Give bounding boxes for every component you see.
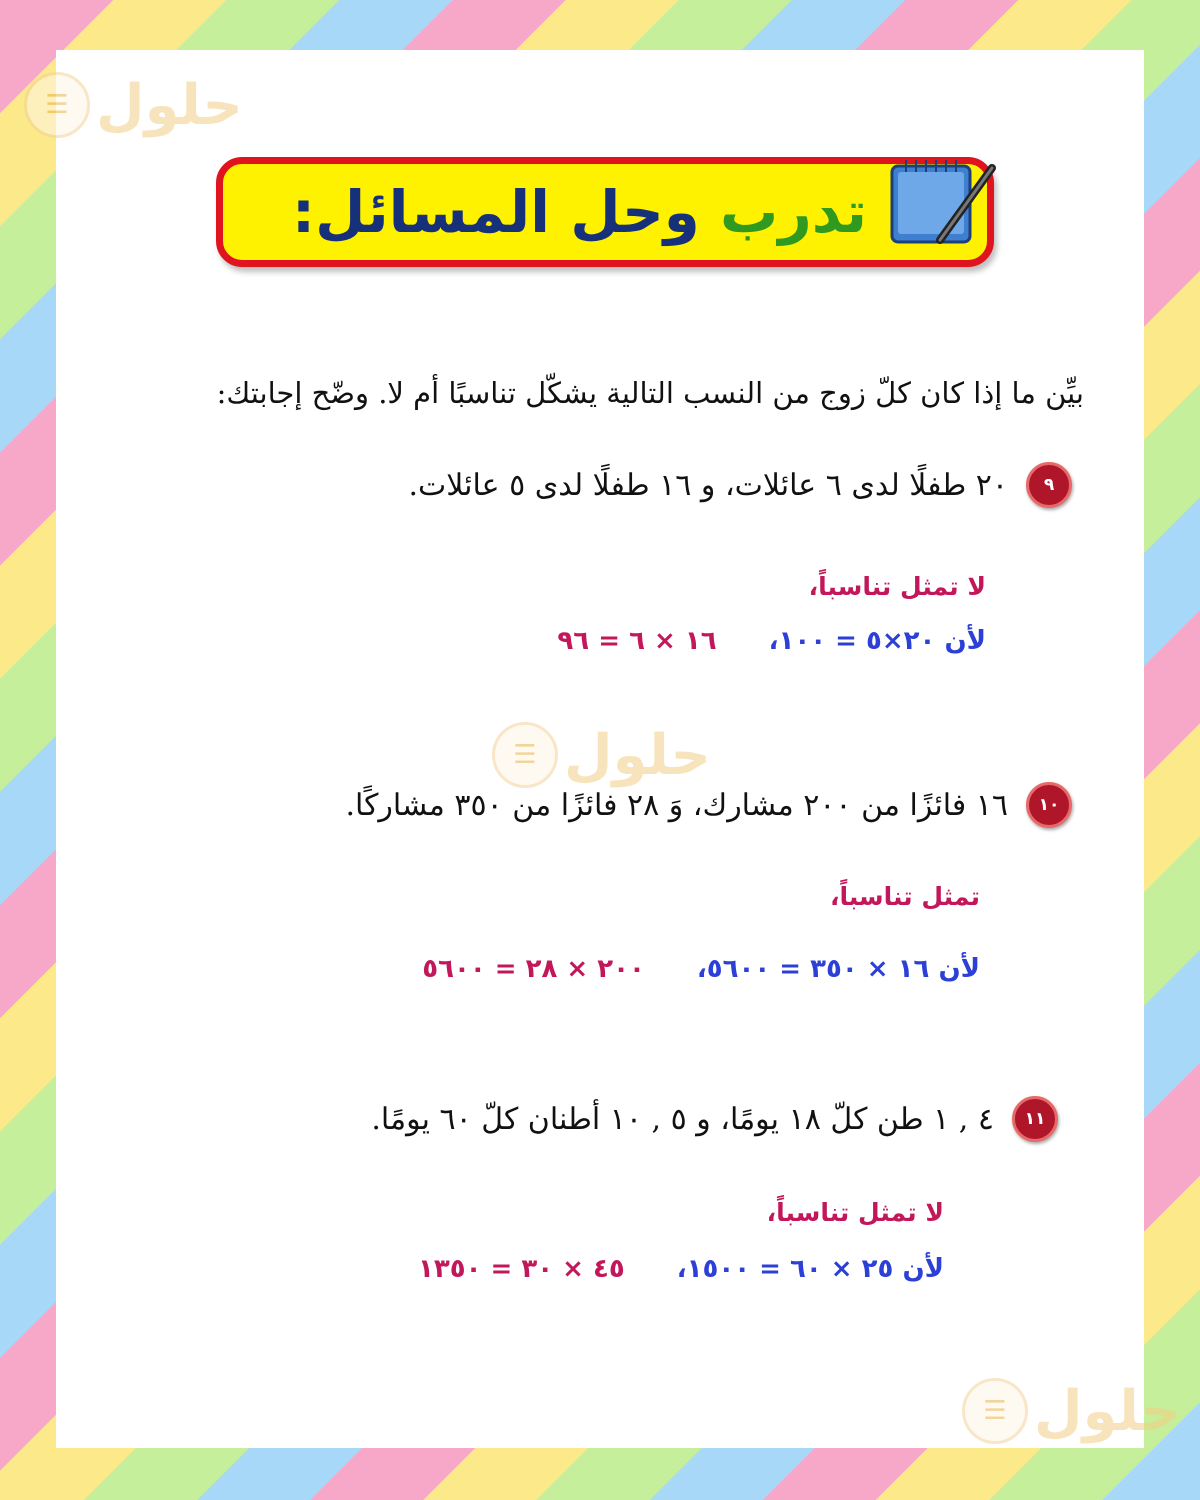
watermark-logo — [962, 1378, 1181, 1444]
notepad-pen-icon — [880, 150, 1000, 250]
answer-reason — [422, 954, 980, 984]
section-title — [292, 178, 867, 246]
answer-reason-part1: لأن ٢٥ × ٦٠ = ١٥٠٠، — [676, 1254, 944, 1284]
answer-reason-part1: لأن ٢٠×٥ = ١٠٠، — [768, 626, 986, 656]
exercise-text: ٢٠ طفلًا لدى ٦ عائلات، و ١٦ طفلًا لدى ٥ عائلات. — [408, 467, 1008, 503]
answer-verdict: لا تمثل تناسباً، — [808, 572, 986, 601]
watermark-text: حلول — [564, 722, 711, 788]
answer-reason-part2: ٤٥ × ٣٠ = ١٣٥٠ — [417, 1254, 625, 1284]
exercise-number-badge: ٩ — [1026, 462, 1072, 508]
section-title-highlight: تدرب — [720, 178, 867, 246]
book-icon: ☰ — [24, 72, 90, 138]
exercise-item — [345, 782, 1072, 828]
book-icon: ☰ — [492, 722, 558, 788]
watermark-text: حلول — [96, 72, 243, 138]
answer-verdict: لا تمثل تناسباً، — [766, 1198, 944, 1227]
answer-reason-part2: ٢٠٠ × ٢٨ = ٥٦٠٠ — [422, 954, 645, 984]
section-title-rest: وحل المسائل: — [291, 178, 700, 246]
watermark-logo — [492, 722, 711, 788]
exercise-number-badge: ١١ — [1012, 1096, 1058, 1142]
exercise-item — [371, 1096, 1058, 1142]
exercise-number-badge: ١٠ — [1026, 782, 1072, 828]
answer-reason-part1: لأن ١٦ × ٣٥٠ = ٥٦٠٠، — [696, 954, 980, 984]
answer-reason-part2: ١٦ × ٦ = ٩٦ — [557, 626, 717, 656]
section-header-banner — [216, 157, 994, 267]
answer-reason — [418, 1254, 944, 1284]
exercise-text: ١٦ فائزًا من ٢٠٠ مشارك، وَ ٢٨ فائزًا من ٣٥٠ مشاركًا. — [345, 787, 1008, 823]
exercise-text: ٤ , ١ طن كلّ ١٨ يومًا، و ٥ , ١٠ أطنان كلّ ٦٠ يومًا. — [371, 1101, 994, 1137]
watermark-text: حلول — [1034, 1378, 1181, 1444]
answer-reason — [557, 626, 986, 656]
book-icon: ☰ — [962, 1378, 1028, 1444]
exercise-item — [408, 462, 1072, 508]
answer-verdict: تمثل تناسباً، — [829, 882, 980, 911]
instructions-text: بيِّن ما إذا كان كلّ زوج من النسب التالية يشكّل تناسبًا أم لا. وضّح إجابتك: — [216, 376, 1084, 410]
watermark-logo — [24, 72, 243, 138]
